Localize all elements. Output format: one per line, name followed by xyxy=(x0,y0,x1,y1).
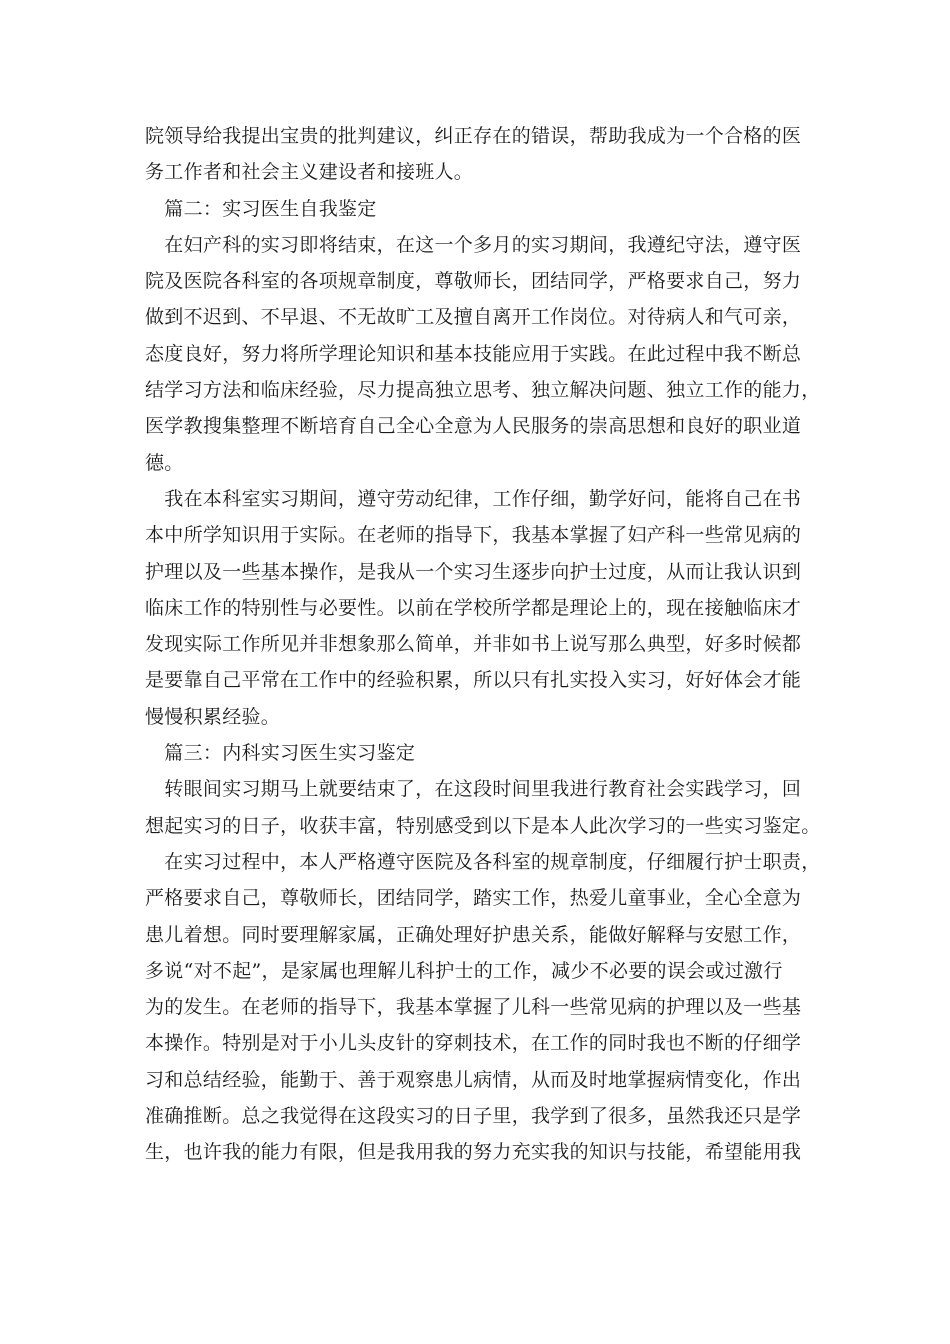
text-line: 慢慢积累经验。 xyxy=(145,705,281,728)
section-heading: 篇二：实习医生自我鉴定 xyxy=(145,197,377,220)
text-line: 习和总结经验，能勤于、善于观察患儿病情，从而及时地掌握病情变化，作出 xyxy=(145,1068,802,1091)
text-line: 严格要求自己，尊敬师长，团结同学，踏实工作，热爱儿童事业，全心全意为 xyxy=(145,887,802,910)
text-line: 在实习过程中，本人严格遵守医院及各科室的规章制度，仔细履行护士职责， xyxy=(145,850,821,873)
text-line: 本中所学知识用于实际。在老师的指导下，我基本掌握了妇产科一些常见病的 xyxy=(145,524,802,547)
text-line: 患儿着想。同时要理解家属，正确处理好护患关系，能做好解释与安慰工作， xyxy=(145,923,802,946)
text-line: 多说“对不起”，是家属也理解儿科护士的工作，减少不必要的误会或过激行 xyxy=(145,959,783,982)
text-line: 发现实际工作所见并非想象那么简单，并非如书上说写那么典型，好多时候都 xyxy=(145,633,802,656)
text-line: 医学教搜集整理不断培育自己全心全意为人民服务的崇高思想和良好的职业道 xyxy=(145,415,802,438)
section-heading: 篇三：内科实习医生实习鉴定 xyxy=(145,742,416,765)
text-line: 在妇产科的实习即将结束，在这一个多月的实习期间，我遵纪守法，遵守医 xyxy=(145,233,802,256)
text-line: 结学习方法和临床经验，尽力提高独立思考、独立解决问题、独立工作的能力， xyxy=(145,379,821,402)
text-line: 想起实习的日子，收获丰富，特别感受到以下是本人此次学习的一些实习鉴定。 xyxy=(145,814,821,837)
text-line: 本操作。特别是对于小儿头皮针的穿刺技术，在工作的同时我也不断的仔细学 xyxy=(145,1032,802,1055)
text-line: 务工作者和社会主义建设者和接班人。 xyxy=(145,161,474,184)
text-line: 我在本科室实习期间，遵守劳动纪律，工作仔细，勤学好问，能将自己在书 xyxy=(145,487,802,510)
text-line: 临床工作的特别性与必要性。以前在学校所学都是理论上的，现在接触临床才 xyxy=(145,596,802,619)
text-line: 生，也许我的能力有限，但是我用我的努力充实我的知识与技能，希望能用我 xyxy=(145,1141,802,1164)
text-line: 院及医院各科室的各项规章制度，尊敬师长，团结同学，严格要求自己，努力 xyxy=(145,270,802,293)
text-line: 做到不迟到、不早退、不无故旷工及擅自离开工作岗位。对待病人和气可亲， xyxy=(145,306,802,329)
text-line: 护理以及一些基本操作，是我从一个实习生逐步向护士过度，从而让我认识到 xyxy=(145,560,802,583)
text-line: 态度良好，努力将所学理论知识和基本技能应用于实践。在此过程中我不断总 xyxy=(145,342,802,365)
text-line: 为的发生。在老师的指导下，我基本掌握了儿科一些常见病的护理以及一些基 xyxy=(145,996,802,1019)
document-body xyxy=(145,118,821,1171)
text-line: 是要靠自己平常在工作中的经验积累，所以只有扎实投入实习，好好体会才能 xyxy=(145,669,802,692)
text-line: 转眼间实习期马上就要结束了，在这段时间里我进行教育社会实践学习，回 xyxy=(145,778,802,801)
text-line: 院领导给我提出宝贵的批判建议，纠正存在的错误，帮助我成为一个合格的医 xyxy=(145,125,802,147)
text-line: 准确推断。总之我觉得在这段实习的日子里，我学到了很多，虽然我还只是学 xyxy=(145,1105,802,1128)
text-line: 德。 xyxy=(145,451,184,474)
